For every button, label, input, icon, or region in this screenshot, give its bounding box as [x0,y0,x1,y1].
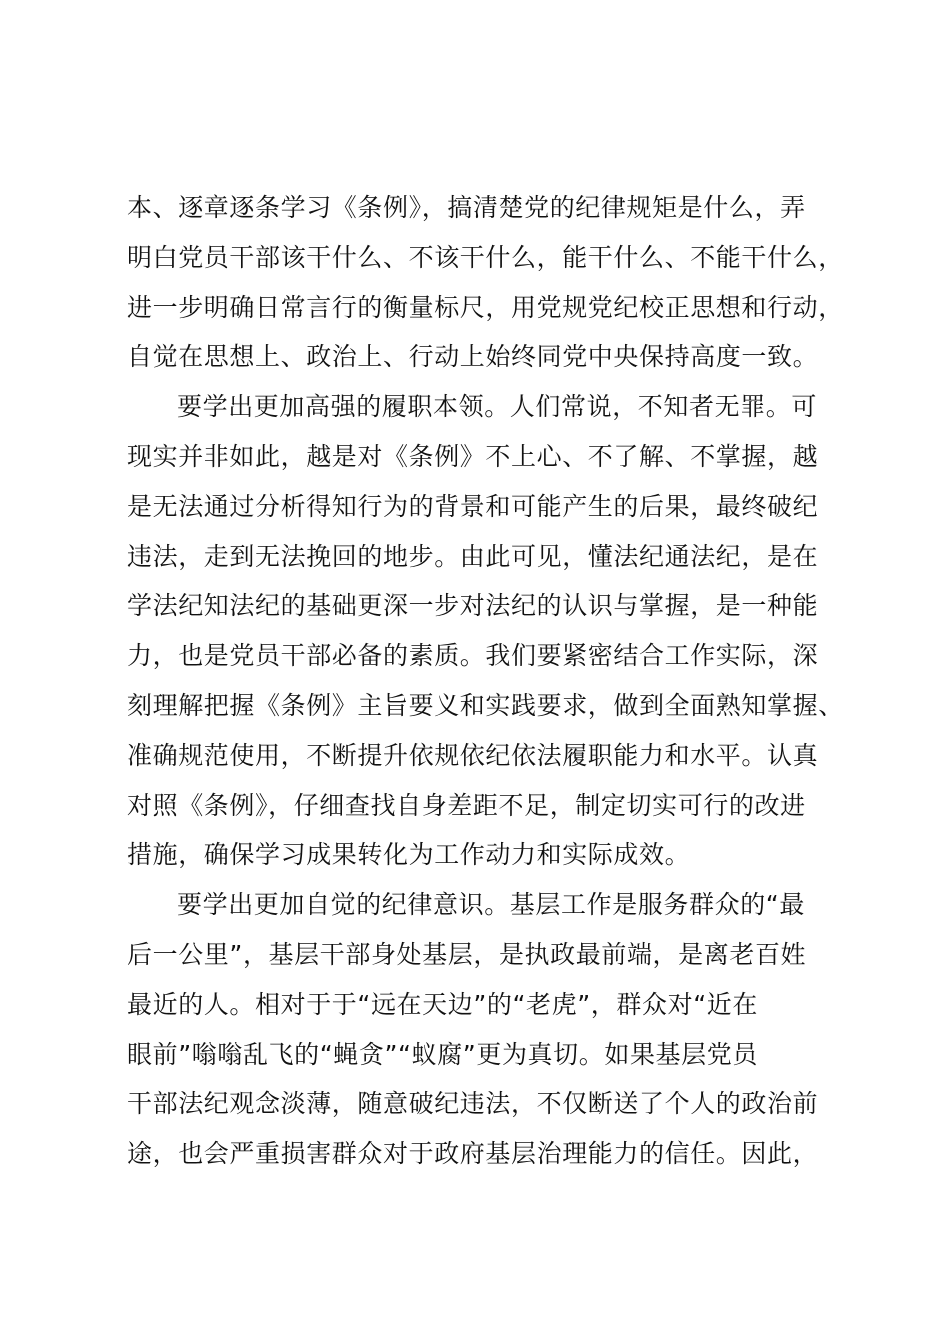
text-line: 学法纪知法纪的基础更深一步对法纪的认识与掌握，是一种能 [127,591,819,621]
text-line: 对照《条例》，仔细查找自身差距不足，制定切实可行的改进 [127,790,806,820]
text-line: 力，也是党员干部必备的素质。我们要紧密结合工作实际，深 [127,641,819,671]
text-line: 准确规范使用，不断提升依规依纪依法履职能力和水平。认真 [127,740,819,770]
text-line: 措施，确保学习成果转化为工作动力和实际成效。 [127,840,691,870]
text-line: 刻理解把握《条例》主旨要义和实践要求，做到全面熟知掌握、 [127,690,844,720]
text-line: 眼前”嗡嗡乱飞的“蝇贪”“蚁腐”更为真切。如果基层党员 [127,1039,758,1069]
paragraph-start-line: 要学出更加自觉的纪律意识。基层工作是服务群众的“最 [177,890,805,920]
text-line: 干部法纪观念淡薄，随意破纪违法，不仅断送了个人的政治前 [127,1089,819,1119]
text-line: 途，也会严重损害群众对于政府基层治理能力的信任。因此， [127,1139,819,1169]
text-line: 最近的人。相对于于“远在天边”的“老虎”，群众对“近在 [127,989,758,1019]
text-line: 自觉在思想上、政治上、行动上始终同党中央保持高度一致。 [127,342,819,372]
text-line: 现实并非如此，越是对《条例》不上心、不了解、不掌握，越 [127,441,819,471]
text-line: 明白党员干部该干什么、不该干什么，能干什么、不能干什么， [127,242,844,272]
paragraph-start-line: 要学出更加高强的履职本领。人们常说，不知者无罪。可 [177,392,818,422]
text-line: 进一步明确日常言行的衡量标尺，用党规党纪校正思想和行动， [127,292,844,322]
text-line: 后一公里”，基层干部身处基层，是执政最前端，是离老百姓 [127,939,807,969]
text-line: 违法，走到无法挽回的地步。由此可见，懂法纪通法纪，是在 [127,541,819,571]
text-line: 本、逐章逐条学习《条例》，搞清楚党的纪律规矩是什么，弄 [127,193,806,222]
text-line: 是无法通过分析得知行为的背景和可能产生的后果，最终破纪 [127,491,819,521]
body-text [127,183,867,1179]
